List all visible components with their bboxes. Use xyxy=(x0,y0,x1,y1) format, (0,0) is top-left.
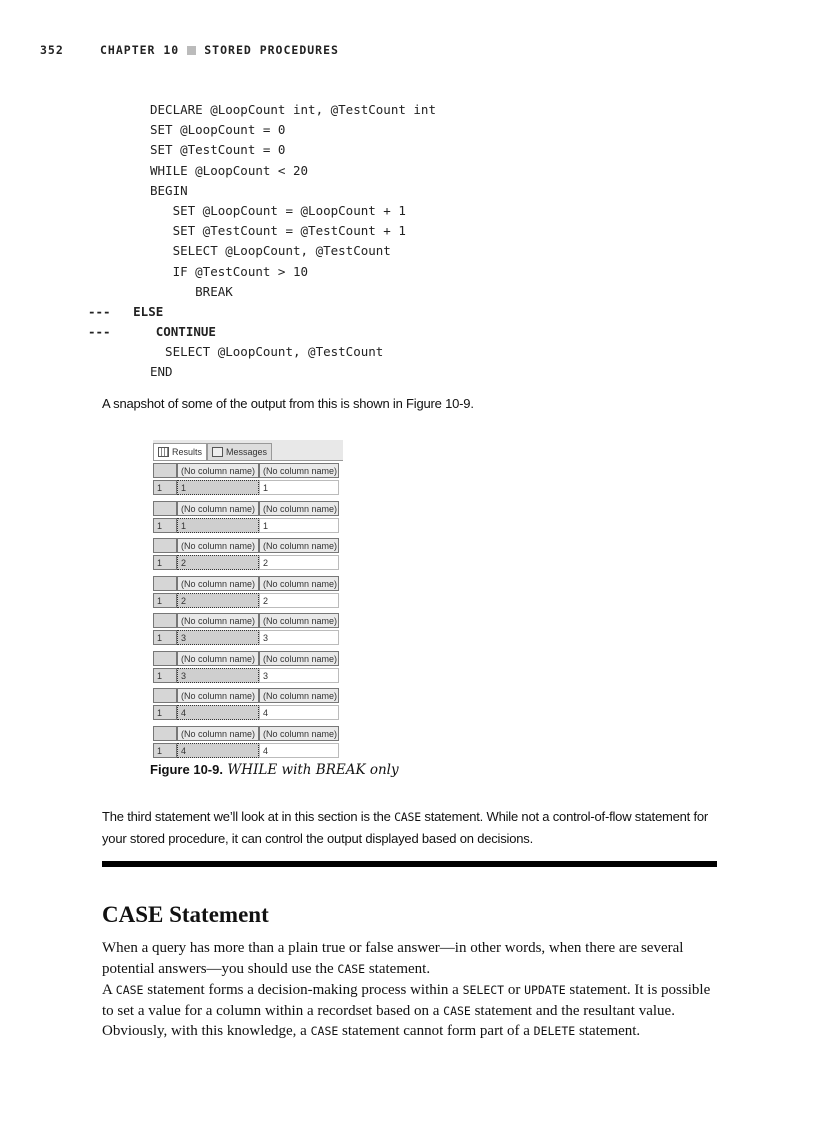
text-run: statement. While not a control-of-flow statement for your stored procedure, it can control the output displayed based on decisions. xyxy=(102,809,709,846)
test-count-cell[interactable]: 2 xyxy=(259,593,339,608)
test-count-cell[interactable]: 3 xyxy=(259,668,339,683)
test-count-cell[interactable]: 1 xyxy=(259,480,339,495)
text-run: statement. xyxy=(365,960,431,977)
column-header[interactable]: (No column name) xyxy=(177,463,259,478)
column-header[interactable]: (No column name) xyxy=(259,576,339,591)
column-header[interactable]: (No column name) xyxy=(177,613,259,628)
loop-count-cell[interactable]: 3 xyxy=(177,668,259,683)
code-line: BREAK xyxy=(150,283,233,299)
result-row xyxy=(153,630,341,645)
inline-code: DELETE xyxy=(533,1024,576,1038)
text-run: statement forms a decision-making process within a xyxy=(143,982,463,998)
row-header-corner xyxy=(153,613,177,628)
result-row xyxy=(153,480,341,495)
column-header[interactable]: (No column name) xyxy=(259,538,339,553)
text-run: statement cannot form part of a xyxy=(338,1023,534,1039)
loop-count-cell[interactable]: 1 xyxy=(177,480,259,495)
result-set xyxy=(153,613,343,649)
result-set xyxy=(153,463,343,499)
code-line: IF @TestCount > 10 xyxy=(150,263,309,279)
result-row xyxy=(153,593,341,608)
code-line: SET @LoopCount = 0 xyxy=(150,122,286,138)
row-header-corner xyxy=(153,726,177,741)
text-run: When a query has more than a plain true or false answer—in other words, when there are several potential answers—you should use the xyxy=(102,940,684,977)
inline-code: CASE xyxy=(115,983,144,997)
result-header-row xyxy=(153,501,341,516)
separator-square-icon xyxy=(187,46,196,55)
inline-code: CASE xyxy=(443,1003,471,1018)
code-line: DECLARE @LoopCount int, @TestCount int xyxy=(150,102,436,117)
code-line-commented: --- CONTINUE xyxy=(88,324,216,340)
case-paragraph-2 xyxy=(102,980,722,1042)
row-number[interactable]: 1 xyxy=(153,555,177,570)
inline-code: SELECT xyxy=(462,983,505,997)
third-statement-paragraph xyxy=(102,806,722,849)
result-row xyxy=(153,518,341,533)
result-header-row xyxy=(153,688,341,703)
figure-caption xyxy=(150,762,399,778)
result-row xyxy=(153,743,341,758)
text-run: statement and the resultant value. Obviously, with this knowledge, a xyxy=(102,1002,675,1039)
loop-count-cell[interactable]: 4 xyxy=(177,743,259,758)
text-run: The third statement we’ll look at in this section is the xyxy=(102,809,395,824)
column-header[interactable]: (No column name) xyxy=(177,576,259,591)
row-header-corner xyxy=(153,538,177,553)
test-count-cell[interactable]: 4 xyxy=(259,705,339,720)
case-paragraph-1 xyxy=(102,938,722,979)
row-header-corner xyxy=(153,501,177,516)
loop-count-cell[interactable]: 3 xyxy=(177,630,259,645)
result-set xyxy=(153,576,343,612)
result-sets xyxy=(153,463,343,761)
loop-count-cell[interactable]: 1 xyxy=(177,518,259,533)
result-header-row xyxy=(153,651,341,666)
code-line: SELECT @LoopCount, @TestCount xyxy=(150,344,384,360)
result-header-row xyxy=(153,613,341,628)
inline-code: CASE xyxy=(310,1024,339,1038)
section-label: STORED PROCEDURES xyxy=(204,43,339,57)
tab-results-label: Results xyxy=(172,447,203,457)
test-count-cell[interactable]: 2 xyxy=(259,555,339,570)
section-heading: CASE Statement xyxy=(102,902,269,927)
code-line-commented: --- ELSE xyxy=(88,303,164,319)
intro-paragraph: A snapshot of some of the output from this is shown in Figure 10-9. xyxy=(102,396,474,411)
row-header-corner xyxy=(153,688,177,703)
tab-messages-label: Messages xyxy=(226,447,268,457)
column-header[interactable]: (No column name) xyxy=(259,651,339,666)
figure-label: Figure 10-9. xyxy=(150,762,223,777)
row-number[interactable]: 1 xyxy=(153,593,177,608)
section-divider xyxy=(102,861,717,867)
results-tabs xyxy=(153,440,343,461)
column-header[interactable]: (No column name) xyxy=(177,501,259,516)
column-header[interactable]: (No column name) xyxy=(259,726,339,741)
result-set xyxy=(153,688,343,724)
test-count-cell[interactable]: 4 xyxy=(259,743,339,758)
code-line: SET @TestCount = @TestCount + 1 xyxy=(150,223,406,239)
result-row xyxy=(153,668,341,683)
chapter-label: CHAPTER 10 xyxy=(100,43,180,57)
loop-count-cell[interactable]: 2 xyxy=(177,555,259,570)
result-header-row xyxy=(153,463,341,478)
row-header-corner xyxy=(153,651,177,666)
inline-code: CASE xyxy=(337,961,366,976)
row-number[interactable]: 1 xyxy=(153,705,177,720)
column-header[interactable]: (No column name) xyxy=(259,688,339,703)
code-line: SET @TestCount = 0 xyxy=(150,142,286,158)
column-header[interactable]: (No column name) xyxy=(259,613,339,628)
column-header[interactable]: (No column name) xyxy=(259,501,339,516)
text-run: statement. xyxy=(575,1023,641,1039)
column-header[interactable]: (No column name) xyxy=(259,463,339,478)
result-header-row xyxy=(153,576,341,591)
code-line: END xyxy=(150,364,173,380)
messages-icon xyxy=(212,447,223,457)
column-header[interactable]: (No column name) xyxy=(177,726,259,741)
row-header-corner xyxy=(153,463,177,478)
grid-icon xyxy=(158,447,169,457)
code-listing xyxy=(88,100,436,383)
inline-code: UPDATE xyxy=(524,983,566,997)
text-run: A xyxy=(102,982,116,998)
code-line: BEGIN xyxy=(150,182,188,198)
result-header-row xyxy=(153,538,341,553)
result-set xyxy=(153,501,343,537)
row-number[interactable]: 1 xyxy=(153,743,177,758)
result-row xyxy=(153,555,341,570)
row-number[interactable]: 1 xyxy=(153,668,177,683)
tab-messages[interactable] xyxy=(207,443,272,460)
code-line: WHILE @LoopCount < 20 xyxy=(150,162,309,178)
column-header[interactable]: (No column name) xyxy=(177,538,259,553)
inline-code: CASE xyxy=(394,810,421,824)
test-count-cell[interactable]: 3 xyxy=(259,630,339,645)
figure-title: WHILE with BREAK only xyxy=(227,762,399,778)
code-line: SELECT @LoopCount, @TestCount xyxy=(150,243,391,259)
row-header-corner xyxy=(153,576,177,591)
row-number[interactable]: 1 xyxy=(153,480,177,495)
code-line: SET @LoopCount = @LoopCount + 1 xyxy=(150,202,406,218)
results-grid-figure xyxy=(153,440,343,756)
tab-results[interactable] xyxy=(153,443,207,460)
result-set xyxy=(153,651,343,687)
result-header-row xyxy=(153,726,341,741)
column-header[interactable]: (No column name) xyxy=(177,651,259,666)
result-set xyxy=(153,538,343,574)
running-header xyxy=(40,42,339,58)
result-row xyxy=(153,705,341,720)
text-run: or xyxy=(504,982,525,998)
loop-count-cell[interactable]: 2 xyxy=(177,593,259,608)
text-run: statement. It is possible to set a value for a column within a recordset based on a xyxy=(102,982,711,1019)
page-number: 352 xyxy=(40,43,64,57)
test-count-cell[interactable]: 1 xyxy=(259,518,339,533)
result-set xyxy=(153,726,343,762)
column-header[interactable]: (No column name) xyxy=(177,688,259,703)
row-number[interactable]: 1 xyxy=(153,518,177,533)
row-number[interactable]: 1 xyxy=(153,630,177,645)
loop-count-cell[interactable]: 4 xyxy=(177,705,259,720)
